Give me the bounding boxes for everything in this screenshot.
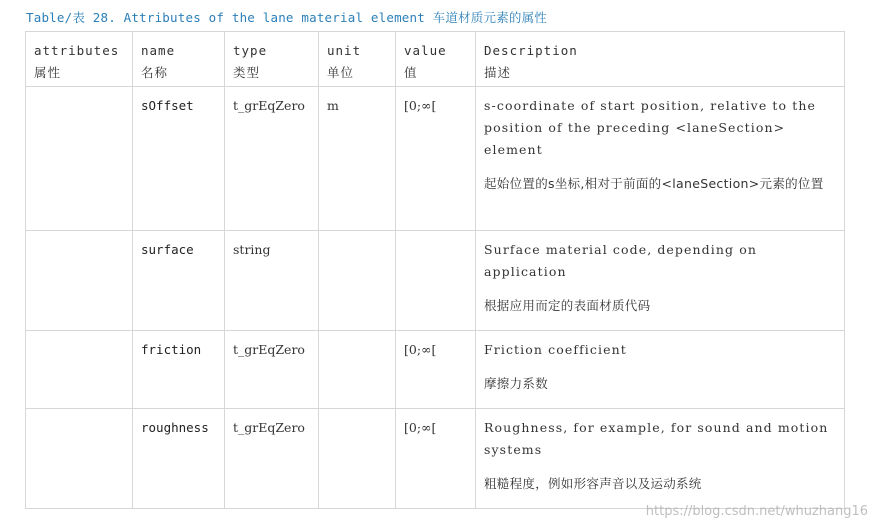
header-description-cn: 描述 xyxy=(484,65,512,80)
header-unit-en: unit xyxy=(327,43,362,58)
header-name-en: name xyxy=(141,43,176,58)
unit-cell xyxy=(319,231,396,331)
attributes-table xyxy=(25,31,845,509)
header-value-cn: 值 xyxy=(404,65,418,80)
header-unit xyxy=(319,32,396,87)
header-attributes xyxy=(26,32,133,87)
header-type-en: type xyxy=(233,43,268,58)
header-unit-cn: 单位 xyxy=(327,65,355,80)
header-attributes-en: attributes xyxy=(34,43,120,58)
table-row xyxy=(26,331,845,409)
table-header-row xyxy=(26,32,845,87)
header-value xyxy=(396,32,476,87)
header-attributes-cn: 属性 xyxy=(34,65,62,80)
name-cell: surface xyxy=(133,231,225,331)
header-type xyxy=(225,32,319,87)
value-cell: [0;∞[ xyxy=(396,409,476,509)
description-en: s-coordinate of start position, relative to the position of the preceding <laneSection> element xyxy=(484,98,817,157)
value-cell: [0;∞[ xyxy=(396,87,476,231)
header-description-en: Description xyxy=(484,43,578,58)
description-cn: 摩擦力系数 xyxy=(484,376,549,391)
table-row xyxy=(26,231,845,331)
description-en: Surface material code, depending on application xyxy=(484,242,757,279)
attribute-cell xyxy=(26,331,133,409)
attribute-cell xyxy=(26,87,133,231)
header-description xyxy=(476,32,845,87)
watermark: https://blog.csdn.net/whuzhang16 xyxy=(645,504,868,519)
unit-cell xyxy=(319,409,396,509)
description-cn: 根据应用而定的表面材质代码 xyxy=(484,298,651,313)
description-en: Roughness, for example, for sound and motion systems xyxy=(484,420,829,457)
description-cell xyxy=(476,231,845,331)
header-type-cn: 类型 xyxy=(233,65,261,80)
type-cell: t_grEqZero xyxy=(225,331,319,409)
description-cell xyxy=(476,409,845,509)
name-cell: roughness xyxy=(133,409,225,509)
attribute-cell xyxy=(26,409,133,509)
description-cell xyxy=(476,331,845,409)
name-cell: sOffset xyxy=(133,87,225,231)
table-caption: Table/表 28. Attributes of the lane material element 车道材质元素的属性 xyxy=(26,10,548,25)
table-row xyxy=(26,87,845,231)
unit-cell: m xyxy=(319,87,396,231)
header-name xyxy=(133,32,225,87)
attribute-cell xyxy=(26,231,133,331)
value-cell xyxy=(396,231,476,331)
name-cell: friction xyxy=(133,331,225,409)
type-cell: string xyxy=(225,231,319,331)
description-cell xyxy=(476,87,845,231)
header-value-en: value xyxy=(404,43,447,58)
description-cn: 起始位置的s坐标,相对于前面的<laneSection>元素的位置 xyxy=(484,176,824,191)
table-row xyxy=(26,409,845,509)
type-cell: t_grEqZero xyxy=(225,87,319,231)
description-cn: 粗糙程度，例如形容声音以及运动系统 xyxy=(484,476,702,491)
header-name-cn: 名称 xyxy=(141,65,169,80)
description-en: Friction coefficient xyxy=(484,342,627,357)
value-cell: [0;∞[ xyxy=(396,331,476,409)
unit-cell xyxy=(319,331,396,409)
type-cell: t_grEqZero xyxy=(225,409,319,509)
